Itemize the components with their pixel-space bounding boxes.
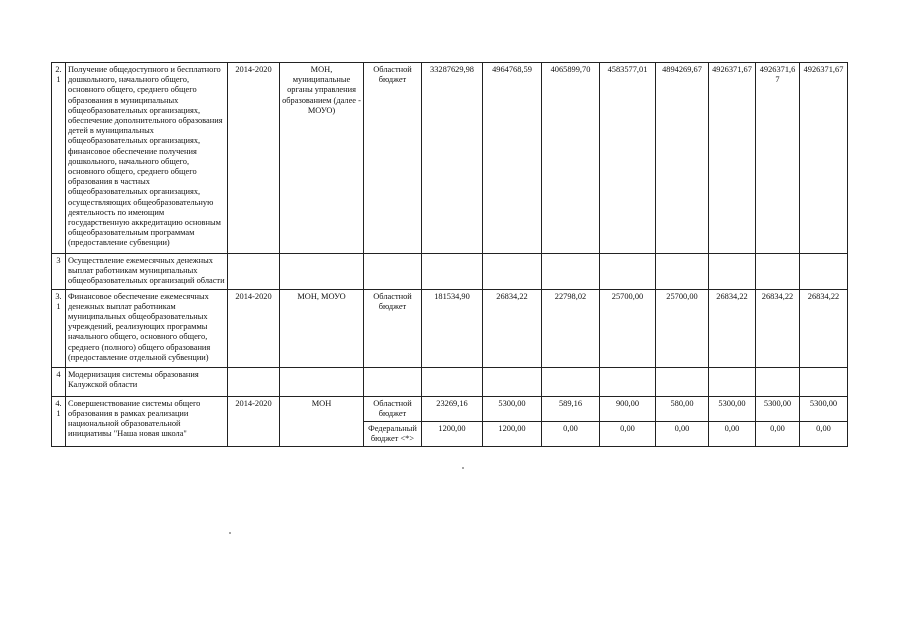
row-number: 2.1 [52, 63, 66, 254]
amount-2015: 0,00 [542, 422, 600, 447]
amount-2015: 589,16 [542, 396, 600, 421]
activity-name: Осуществление ежемесячных денежных выплат работникам муниципальных общеобразовательных организаций области [66, 254, 228, 290]
amount-2014: 4964768,59 [483, 63, 542, 254]
amount-2014: 1200,00 [483, 422, 542, 447]
row-number: 3 [52, 254, 66, 290]
budget-table [51, 62, 848, 447]
amount-2017: 0,00 [656, 422, 709, 447]
amount-2020: 4926371,67 [800, 63, 848, 254]
amount-2018: 4926371,67 [709, 63, 756, 254]
amount-2019: 0,00 [756, 422, 800, 447]
amount-2019: 4926371,67 [756, 63, 800, 254]
amount-2017: 4894269,67 [656, 63, 709, 254]
table-row [52, 254, 848, 290]
scan-speck [462, 467, 464, 469]
activity-name: Модернизация системы образования Калужской области [66, 367, 228, 396]
amount-2018: 5300,00 [709, 396, 756, 421]
table-row [52, 289, 848, 367]
row-number: 3.1 [52, 289, 66, 367]
table-row [52, 63, 848, 254]
amount-2017: 25700,00 [656, 289, 709, 367]
activity-name: Финансовое обеспечение ежемесячных денежных выплат работникам муниципальных общеобразовательных учреждений, реализующих программы начального общего, основного общего, среднего (полного) общего образования (предоставление отдельной субвенции) [66, 289, 228, 367]
executor: МОН, МОУО [280, 289, 364, 367]
amount-2020: 26834,22 [800, 289, 848, 367]
total-amount: 1200,00 [422, 422, 483, 447]
amount-2018: 0,00 [709, 422, 756, 447]
amount-2019: 5300,00 [756, 396, 800, 421]
table-row [52, 367, 848, 396]
activity-name: Получение общедоступного и бесплатного дошкольного, начального общего, основного общего, среднего общего образования в муниципальных общеобразовательных организациях, обеспечение дополнительного образования детей в муниципальных общеобразовательных организациях, финансовое обеспечение получения дошкольного, начального общего, основного общего, среднего общего образования в частных общеобразовательных организациях, осуществляющих общеобразовательную деятельность по имеющим государственную аккредитацию основным общеобразовательным программам (предоставление субвенции) [66, 63, 228, 254]
amount-2017: 580,00 [656, 396, 709, 421]
amount-2015: 4065899,70 [542, 63, 600, 254]
scan-speck [229, 532, 231, 534]
amount-2016: 25700,00 [600, 289, 656, 367]
activity-name: Совершенствование системы общего образования в рамках реализации национальной образовательной инициативы "Наша новая школа" [66, 396, 228, 447]
executor: МОН [280, 396, 364, 447]
row-number: 4 [52, 367, 66, 396]
amount-2020: 0,00 [800, 422, 848, 447]
amount-2014: 5300,00 [483, 396, 542, 421]
amount-2020: 5300,00 [800, 396, 848, 421]
amount-2014: 26834,22 [483, 289, 542, 367]
executor: МОН, муниципальные органы управления образованием (далее - МОУО) [280, 63, 364, 254]
period: 2014-2020 [228, 289, 280, 367]
funding-source: Областной бюджет [364, 396, 422, 421]
amount-2019: 26834,22 [756, 289, 800, 367]
amount-2015: 22798,02 [542, 289, 600, 367]
table-row [52, 396, 848, 421]
funding-source: Областной бюджет [364, 63, 422, 254]
total-amount: 23269,16 [422, 396, 483, 421]
amount-2016: 900,00 [600, 396, 656, 421]
funding-source: Федеральный бюджет <*> [364, 422, 422, 447]
total-amount: 181534,90 [422, 289, 483, 367]
period: 2014-2020 [228, 396, 280, 447]
row-number: 4.1 [52, 396, 66, 447]
funding-source: Областной бюджет [364, 289, 422, 367]
period: 2014-2020 [228, 63, 280, 254]
amount-2016: 4583577,01 [600, 63, 656, 254]
amount-2016: 0,00 [600, 422, 656, 447]
total-amount: 33287629,98 [422, 63, 483, 254]
amount-2018: 26834,22 [709, 289, 756, 367]
